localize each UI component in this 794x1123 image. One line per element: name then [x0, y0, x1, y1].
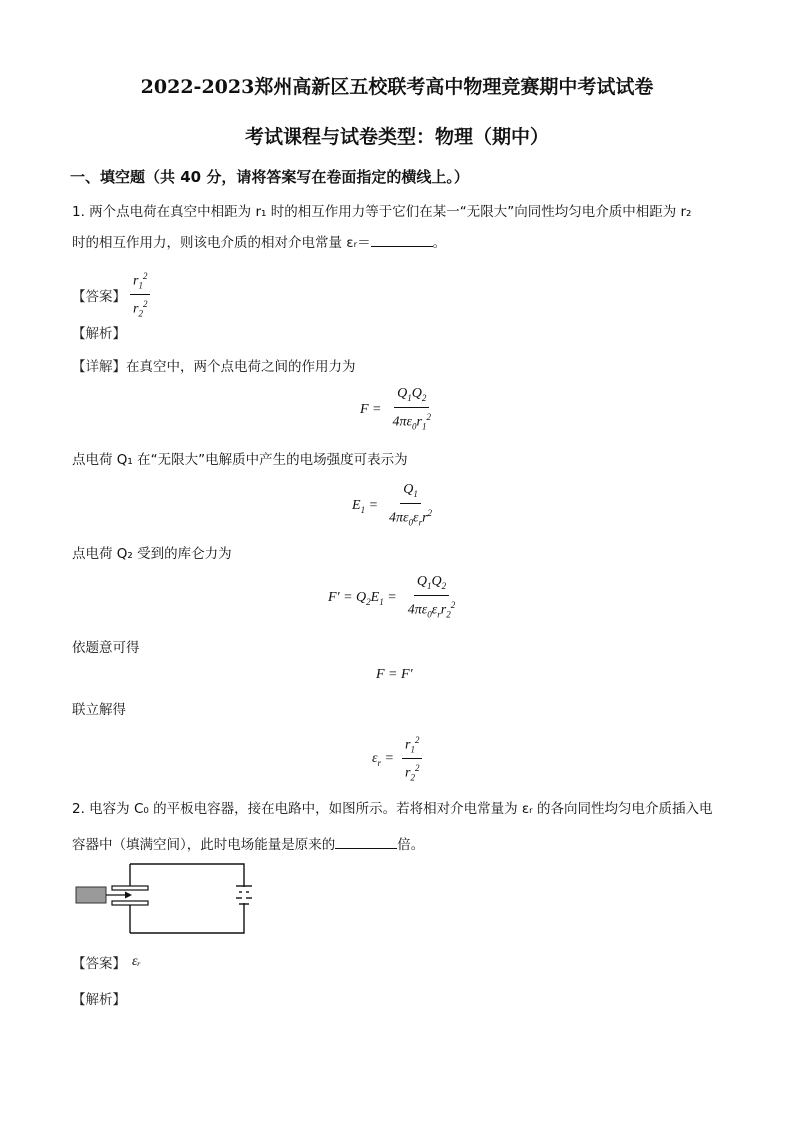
equation-coulomb-vacuum: F = $\frac{Q_1Q_2}{4\pi\varepsilon_0r_1^2}$: [360, 386, 431, 432]
detail-text: 在真空中，两个点电荷之间的作用力为: [126, 359, 356, 375]
text-coulomb-force: 点电荷 Q₂ 受到的库仑力为: [72, 546, 232, 562]
text-given: 依题意可得: [72, 640, 140, 656]
analysis-tag-1: 【解析】: [72, 326, 126, 342]
equation-equal-forces: F = F′: [376, 667, 413, 682]
detail-line: [72, 355, 356, 375]
equation-coulomb-medium: $F' = Q_2E_1$ = $\frac{Q_1Q_2}{4\pi\varepsilon_0\varepsilon_rr_2^2}$: [328, 574, 456, 620]
section-heading: 一、填空题（共 40 分，请将答案写在卷面指定的横线上。）: [70, 168, 469, 186]
question-2-line-2: [72, 833, 424, 853]
question-1-line-1: 1. 两个点电荷在真空中相距为 r₁ 时的相互作用力等于它们在某一“无限大”向同性均匀电介质中相距为 r₂: [72, 204, 692, 220]
question-2-text: 容器中（填满空间），此时电场能量是原来的: [72, 837, 336, 853]
detail-tag: 【详解】: [72, 359, 126, 375]
answer-tag: 【答案】: [72, 288, 126, 305]
text-field-strength: 点电荷 Q₁ 在“无限大”电解质中产生的电场强度可表示为: [72, 452, 408, 468]
text-solve: 联立解得: [72, 702, 126, 718]
answer-row-2: [72, 952, 141, 972]
answer-fraction: $\frac{r_1^2}{r_2^2}$: [130, 268, 150, 322]
answer-tag-2: 【答案】: [72, 956, 126, 972]
equation-result: $\varepsilon_r$ = $\frac{r_1^2}{r_2^2}$: [372, 732, 422, 786]
question-2-suffix: 倍。: [397, 837, 425, 853]
question-1-text: 时的相互作用力，则该电介质的相对介电常量 εᵣ＝: [72, 235, 371, 251]
question-2-line-1: 2. 电容为 C₀ 的平板电容器，接在电路中，如图所示。若将相对介电常量为 εᵣ 的各向同性均匀电介质插入电: [72, 801, 713, 817]
page-subtitle: 考试课程与试卷类型：物理（期中）: [244, 126, 549, 148]
equation-field-strength: $E_1$ = $\frac{Q_1}{4\pi\varepsilon_0\varepsilon_rr^2}$: [352, 482, 433, 528]
answer-blank: [371, 233, 433, 247]
answer-blank-2: [335, 835, 397, 849]
answer-value-2: εᵣ: [132, 954, 141, 969]
analysis-tag-2: 【解析】: [72, 992, 126, 1008]
question-1-line-2: [72, 231, 446, 251]
capacitor-circuit-diagram: [72, 858, 252, 938]
page-title: 2022-2023郑州高新区五校联考高中物理竞赛期中考试试卷: [140, 76, 654, 98]
question-1-period: 。: [432, 235, 447, 251]
answer-row-1: [72, 268, 150, 322]
